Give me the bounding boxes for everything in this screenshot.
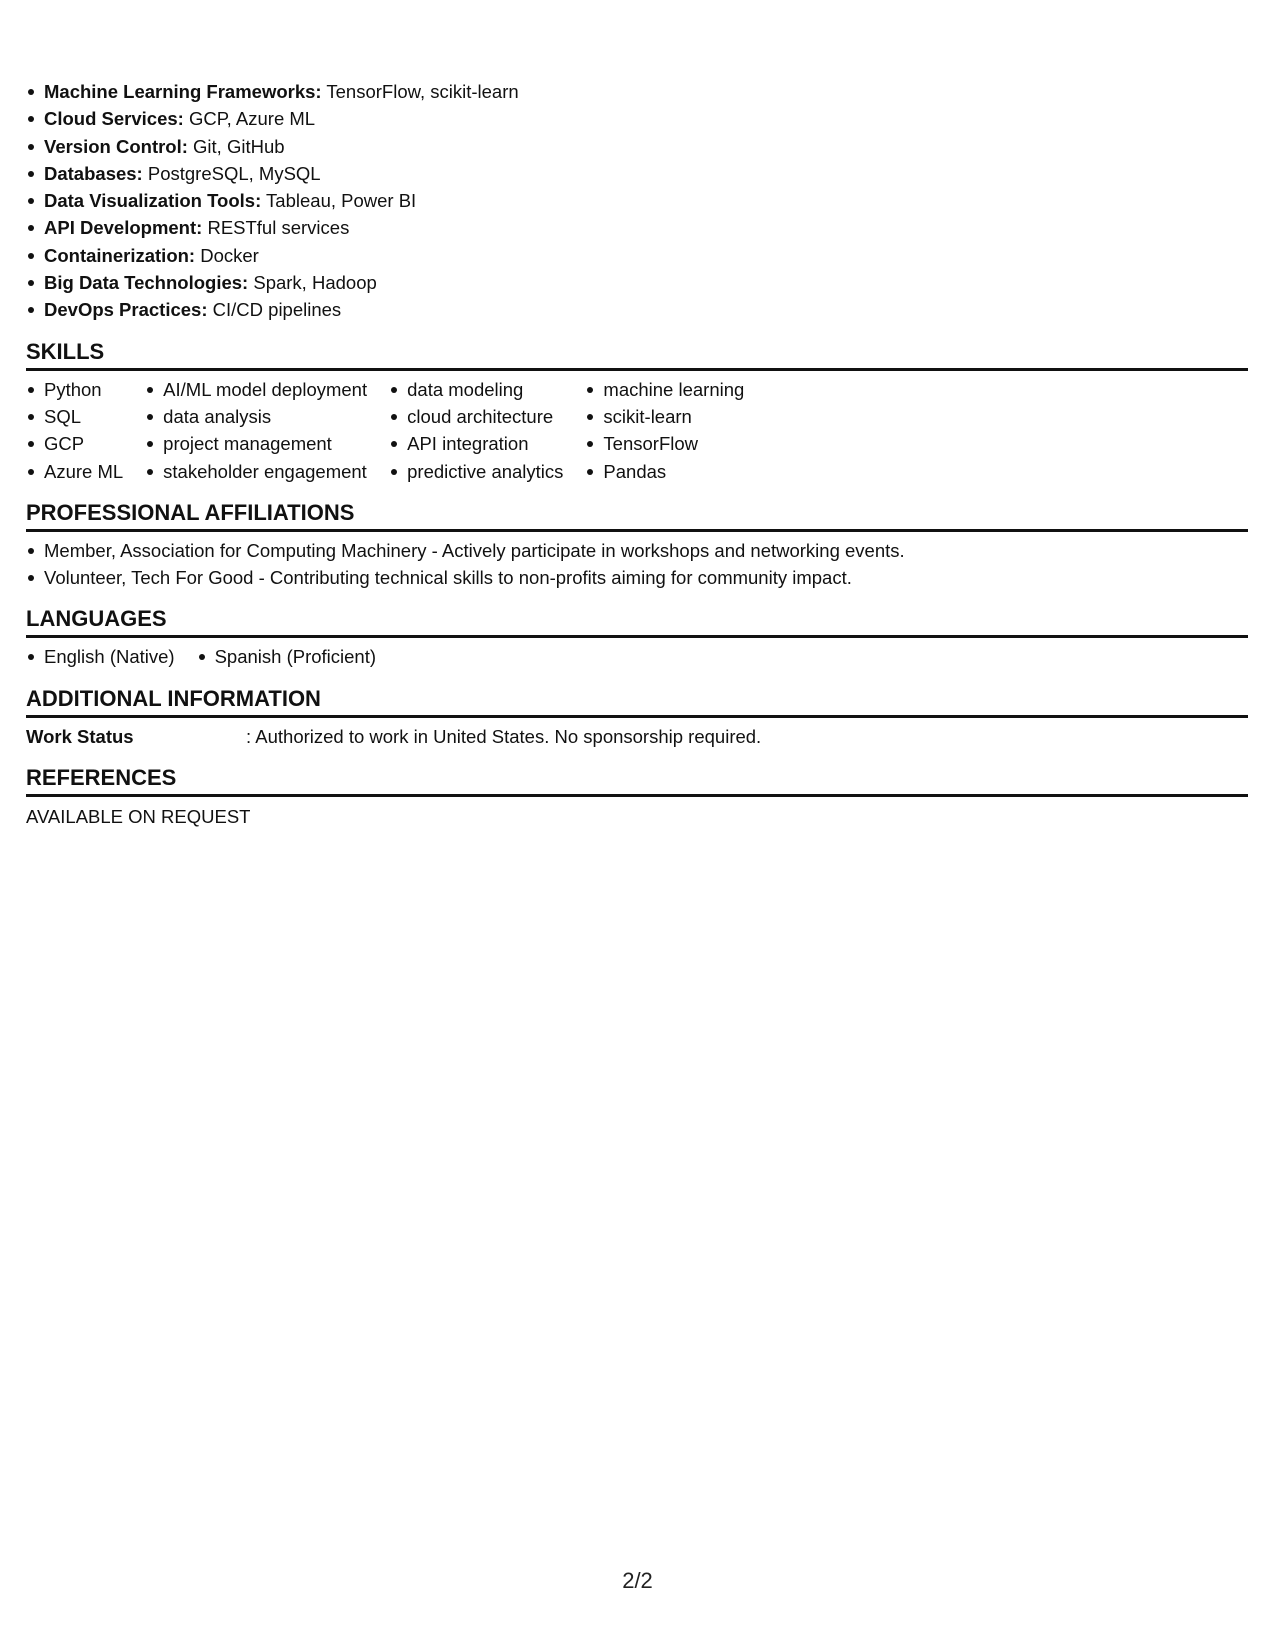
tech-label: DevOps Practices: [44, 299, 208, 321]
skills-column [26, 376, 123, 485]
skills-grid [26, 376, 1248, 485]
language-item: Spanish (Proficient) [197, 643, 376, 670]
skill-item: Pandas [585, 458, 744, 485]
resume-page-2 [26, 78, 1248, 832]
skill-item: cloud architecture [389, 403, 563, 430]
list-item [26, 160, 1248, 187]
work-status-row [26, 723, 1248, 750]
affiliations-list [26, 537, 1248, 592]
list-item [26, 187, 1248, 214]
skill-item: GCP [26, 430, 123, 457]
skill-item: data modeling [389, 376, 563, 403]
work-status-label: Work Status [26, 725, 134, 747]
tech-value: TensorFlow, scikit-learn [321, 81, 519, 102]
tech-label: Big Data Technologies: [44, 272, 249, 294]
tech-value: Git, GitHub [187, 135, 285, 157]
list-item [26, 296, 1248, 323]
list-item [26, 269, 1248, 296]
list-item [26, 214, 1248, 241]
skill-item: data analysis [145, 403, 367, 430]
tech-value: Tableau, Power BI [261, 190, 417, 212]
references-heading: REFERENCES [26, 764, 1248, 797]
tech-label: Machine Learning Frameworks: [44, 81, 322, 102]
tech-label: Data Visualization Tools: [44, 190, 262, 212]
languages-heading: LANGUAGES [26, 605, 1248, 638]
tech-value: GCP, Azure ML [183, 108, 316, 130]
affiliation-item: Member, Association for Computing Machinery - Actively participate in workshops and networking events. [26, 537, 1248, 564]
languages-list [26, 643, 1248, 670]
references-text: AVAILABLE ON REQUEST [26, 805, 251, 827]
list-item [26, 242, 1248, 269]
tech-label: Containerization: [44, 244, 196, 266]
tech-value: Spark, Hadoop [248, 272, 377, 294]
technical-proficiencies-list [26, 78, 1248, 324]
tech-label: Version Control: [44, 135, 188, 157]
skill-item: Azure ML [26, 458, 123, 485]
skills-column [389, 376, 563, 485]
skills-heading: SKILLS [26, 338, 1248, 371]
affiliation-item: Volunteer, Tech For Good - Contributing technical skills to non-profits aiming for community impact. [26, 564, 1248, 591]
skills-column [145, 376, 367, 485]
language-item: English (Native) [26, 643, 175, 670]
skill-item: API integration [389, 430, 563, 457]
skill-item: scikit-learn [585, 403, 744, 430]
skill-item: SQL [26, 403, 123, 430]
skill-item: TensorFlow [585, 430, 744, 457]
tech-label: Cloud Services: [44, 108, 184, 130]
affiliations-heading: PROFESSIONAL AFFILIATIONS [26, 499, 1248, 532]
skills-column [585, 376, 744, 485]
list-item [26, 78, 1248, 105]
additional-info-heading: ADDITIONAL INFORMATION [26, 685, 1248, 718]
work-status-value: : Authorized to work in United States. No sponsorship required. [246, 725, 762, 747]
tech-value: PostgreSQL, MySQL [142, 162, 321, 184]
skill-item: Python [26, 376, 123, 403]
skill-item: machine learning [585, 376, 744, 403]
skill-item: AI/ML model deployment [145, 376, 367, 403]
skill-item: stakeholder engagement [145, 458, 367, 485]
tech-label: Databases: [44, 162, 143, 184]
tech-value: CI/CD pipelines [207, 299, 342, 321]
skill-item: project management [145, 430, 367, 457]
list-item [26, 133, 1248, 160]
page-number: 2/2 [622, 1568, 653, 1593]
tech-label: API Development: [44, 217, 203, 239]
tech-value: RESTful services [202, 217, 350, 239]
list-item [26, 105, 1248, 132]
skill-item: predictive analytics [389, 458, 563, 485]
tech-value: Docker [195, 244, 259, 266]
